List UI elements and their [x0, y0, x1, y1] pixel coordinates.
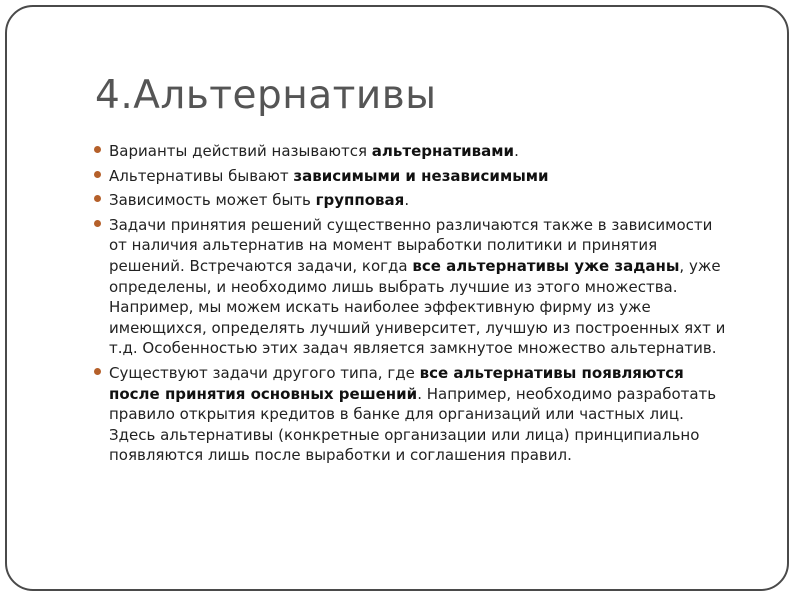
bullet-dot-icon	[94, 171, 101, 178]
bullet-text: . Например, необходимо разработать правило открытия кредитов в банке для организаций или частных лиц. Здесь альтернативы (конкретные организации или лица) принципиально появляются лишь после выработки и соглашения правил.	[109, 384, 717, 465]
bullet-emphasis-text: альтернативами	[371, 142, 515, 160]
bullet-item	[93, 215, 733, 359]
bullet-emphasis-text: зависимыми и независимыми	[293, 166, 549, 185]
bullet-list	[93, 141, 733, 470]
bullet-text: .	[514, 142, 519, 160]
bullet-item	[93, 190, 733, 211]
bullet-text: Задачи принятия решений существенно различаются также в зависимости от наличия альтернатив на момент выработки политики и принятия решений. Встречаются задачи, когда	[109, 215, 713, 275]
bullet-emphasis-text: групповая	[315, 191, 405, 210]
bullet-text: Варианты действий называются	[109, 142, 372, 160]
bullet-text: Зависимость может быть	[109, 191, 316, 210]
bullet-dot-icon	[94, 195, 101, 202]
bullet-emphasis-text: все альтернативы уже заданы	[412, 256, 680, 275]
bullet-dot-icon	[94, 220, 101, 227]
bullet-dot-icon	[94, 368, 101, 375]
bullet-dot-icon	[94, 146, 101, 153]
bullet-text: .	[404, 191, 410, 210]
bullet-text: Существуют задачи другого типа, где	[109, 363, 420, 382]
bullet-item	[93, 166, 733, 187]
slide-frame	[5, 5, 789, 591]
bullet-item	[93, 363, 733, 466]
bullet-item	[93, 141, 733, 162]
slide-title: 4.Альтернативы	[95, 73, 437, 118]
bullet-text: , уже определены, и необходимо лишь выбрать лучшие из этого множества. Например, мы можем искать наиболее эффективную фирму из уже имеющихся, определять лучший университет, лучшую из построенных яхт и т.д. Особенностью этих задач является замкнутое множество альтернатив.	[109, 256, 726, 358]
bullet-text: Альтернативы бывают	[109, 166, 294, 185]
bullet-emphasis-text: все альтернативы появляются после принятия основных решений	[109, 363, 684, 403]
